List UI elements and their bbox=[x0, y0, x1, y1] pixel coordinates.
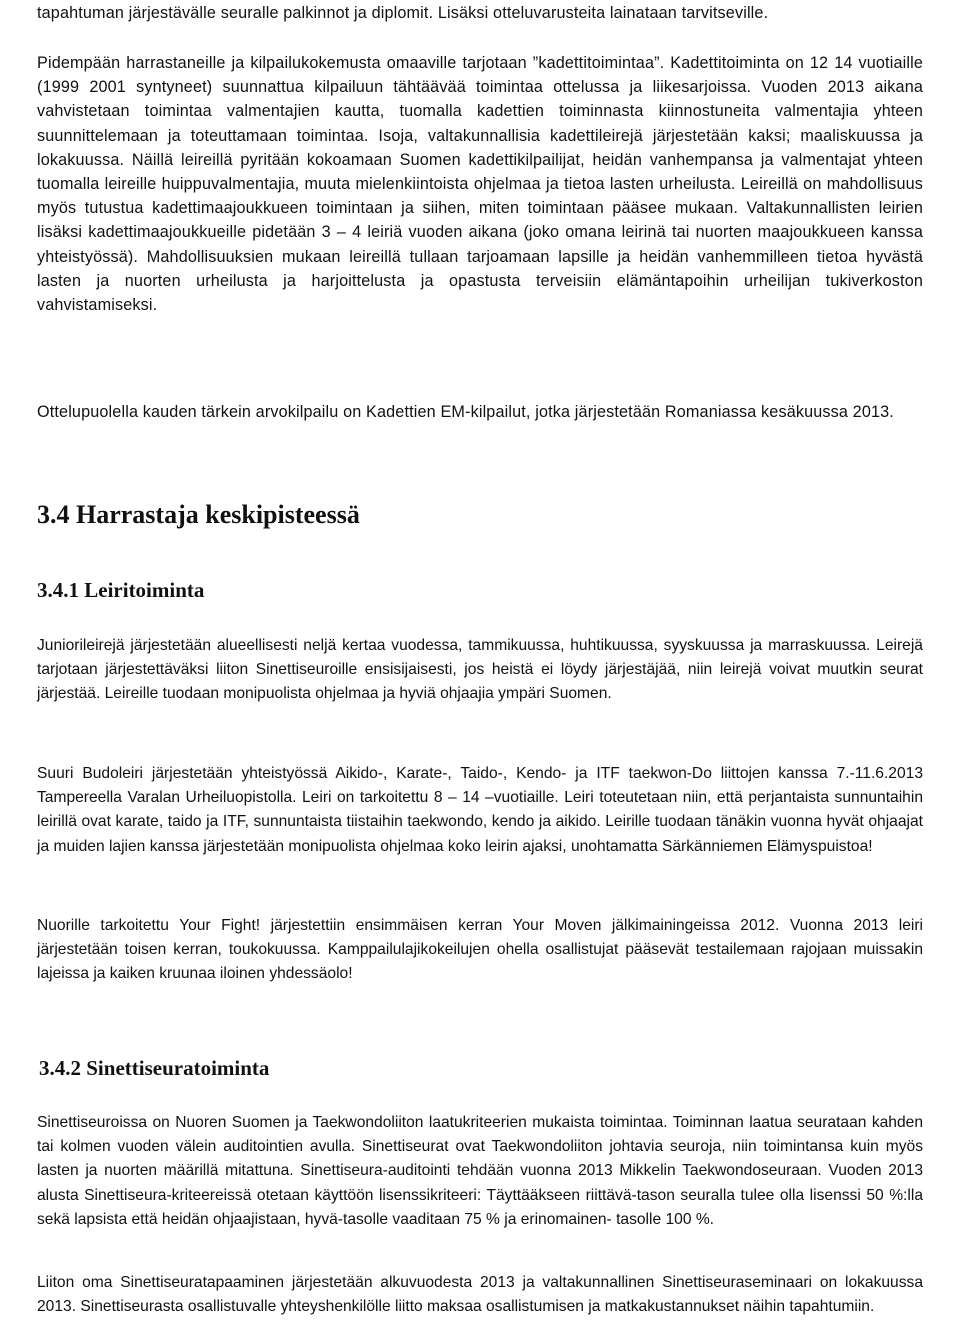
kadetti-camps: Näillä leireillä pyritään kokoamaan Suomen kadettikilpailijat, heidän vanhempansa ja valmentajat yhteen tuomalla leireille huippuvalmentajia, muuta mielenkiintoista ohjelmaa ja tietoa lasten urheilusta. bbox=[37, 150, 923, 194]
heading-3-4-1: 3.4.1 Leiritoiminta bbox=[37, 578, 205, 602]
kadetti-coaches: Vuoden 2013 aikana vahvistetaan toimintaa valmentajien kautta, tuomalla kadettien toiminnasta kiinnostuneita valmentajia yhteen suunnittelemaan ja toteuttamaan toimintaa. Isoja, valtakunnallisia kadettileirejä järjestetään kaksi; maaliskuussa ja lokakuussa. bbox=[37, 78, 923, 169]
heading-3-4-2: 3.4.2 Sinettiseuratoiminta bbox=[39, 1056, 270, 1080]
paragraph-budoleiri: Suuri Budoleiri järjestetään yhteistyössä Aikido-, Karate-, Taido-, Kendo- ja ITF taekwon-Do liittojen kanssa 7.-11.6.2013 Tampereella Varalan Urheiluopistolla. Leiri on tarkoitettu 8 – 14 –vuotiaille. Leiri toteutetaan niin, että perjantaista sunnuntaihin leirillä ovat karate, taido ja ITF, sunnuntaista tiistaihin taekwondo, kendo ja aikido. Leirille tuodaan tänäkin vuonna hyvät ohjaajat ja muiden lajien kanssa järjestetään monipuolista ohjelmaa koko leirin ajaksi, unohtamatta Särkänniemen Elämyspuistoa! bbox=[37, 765, 923, 855]
heading-3-4: 3.4 Harrastaja keskipisteessä bbox=[37, 500, 360, 529]
kadetti-health: Mahdollisuuksien mukaan leireillä tullaan tarjoamaan lapsille ja heidän vanhemmilleen tietoa hyvästä lasten ja nuorten urheilusta ja harjoittelusta ja opastusta terveisiin elämäntapoihin urheilijan tukiverkoston vahvistamiseksi. bbox=[37, 247, 923, 315]
paragraph-sinettiseuratapaaminen: Liiton oma Sinettiseuratapaaminen järjestetään alkuvuodesta 2013 ja valtakunnallinen Sinettiseuraseminaari on lokakuussa 2013. Sinettiseurasta osallistuvalle yhteyshenkilölle liitto maksaa osallistumisen ja matkakustannukset näihin tapahtumiin. bbox=[37, 1274, 923, 1316]
paragraph-juniorileirit: Juniorileirejä järjestetään alueellisesti neljä kertaa vuodessa, tammikuussa, huhtikuussa, syyskuussa ja marraskuussa. Leirejä tarjotaan järjestettäväksi liiton Sinettiseuroille ensisijaisesti, jos heistä ei löydy järjestäjää, niin leirejä voivat muutkin seurat järjestää. Leireille tuodaan monipuolista ohjelmaa ja hyviä ohjaajia ympäri Suomen. bbox=[37, 637, 923, 703]
kadetti-national-team: Leireillä on mahdollisuus myös tutustua kadettimaajoukkueen toimintaan ja siihen, miten toimintaan pääsee mukaan. Valtakunnallisten leirien lisäksi kadettimaajoukkueille pidetään 3 – 4 leiriä vuoden aikana (joko omana leirinä tai nuorten maajoukkueen kanssa yhteistyössä). bbox=[37, 175, 923, 266]
paragraph-kadettitoiminta bbox=[37, 51, 923, 317]
paragraph-your-fight: Nuorille tarkoitettu Your Fight! järjestettiin ensimmäisen kerran Your Moven jälkimainingeissa 2012. Vuonna 2013 leiri järjestetään toisen kerran, toukokuussa. Kamppailulajikokeilujen ohella osallistujat pääsevät testailemaan rajojaan muissakin lajeissa ja kaiken kruunaa iloinen yhdessäolo! bbox=[37, 917, 923, 983]
paragraph-em-kilpailut: Ottelupuolella kauden tärkein arvokilpailu on Kadettien EM-kilpailut, jotka järjestetään Romaniassa kesäkuussa 2013. bbox=[37, 403, 894, 421]
kadetti-intro: Pidempään harrastaneille ja kilpailukokemusta omaaville tarjotaan ”kadettitoimintaa”. Kadettitoiminta on 12 14 vuotiaille (1999 2001 syntyneet) suunnattua kilpailuun tähtäävää toimintaa ottelussa ja liikesarjoissa. bbox=[37, 54, 923, 97]
paragraph-prize-info: tapahtuman järjestävälle seuralle palkinnot ja diplomit. Lisäksi otteluvarusteita lainataan tarvitseville. bbox=[37, 4, 769, 22]
paragraph-sinettiseurat: Sinettiseuroissa on Nuoren Suomen ja Taekwondoliiton laatukriteerien mukaista toimintaa. Toiminnan laatua seurataan kahden tai kolmen vuoden välein auditointien avulla. Sinettiseurat ovat Taekwondoliiton johtavia seuroja, niin toimintansa kuin myös lasten ja nuorten määrillä mitattuna. Sinettiseura-auditointi tehdään vuonna 2013 Mikkelin Taekwondoseuraan. Vuoden 2013 alusta Sinettiseura-kriteereissä otetaan käyttöön lisenssikriteeri: Täyttääkseen riittävä-tason seuralla tulee olla lisenssi 50 %:lla sekä lapsista että heidän ohjaajistaan, hyvä-tasolle vaaditaan 75 % ja erinomainen- tasolle 100 %. bbox=[37, 1114, 923, 1228]
